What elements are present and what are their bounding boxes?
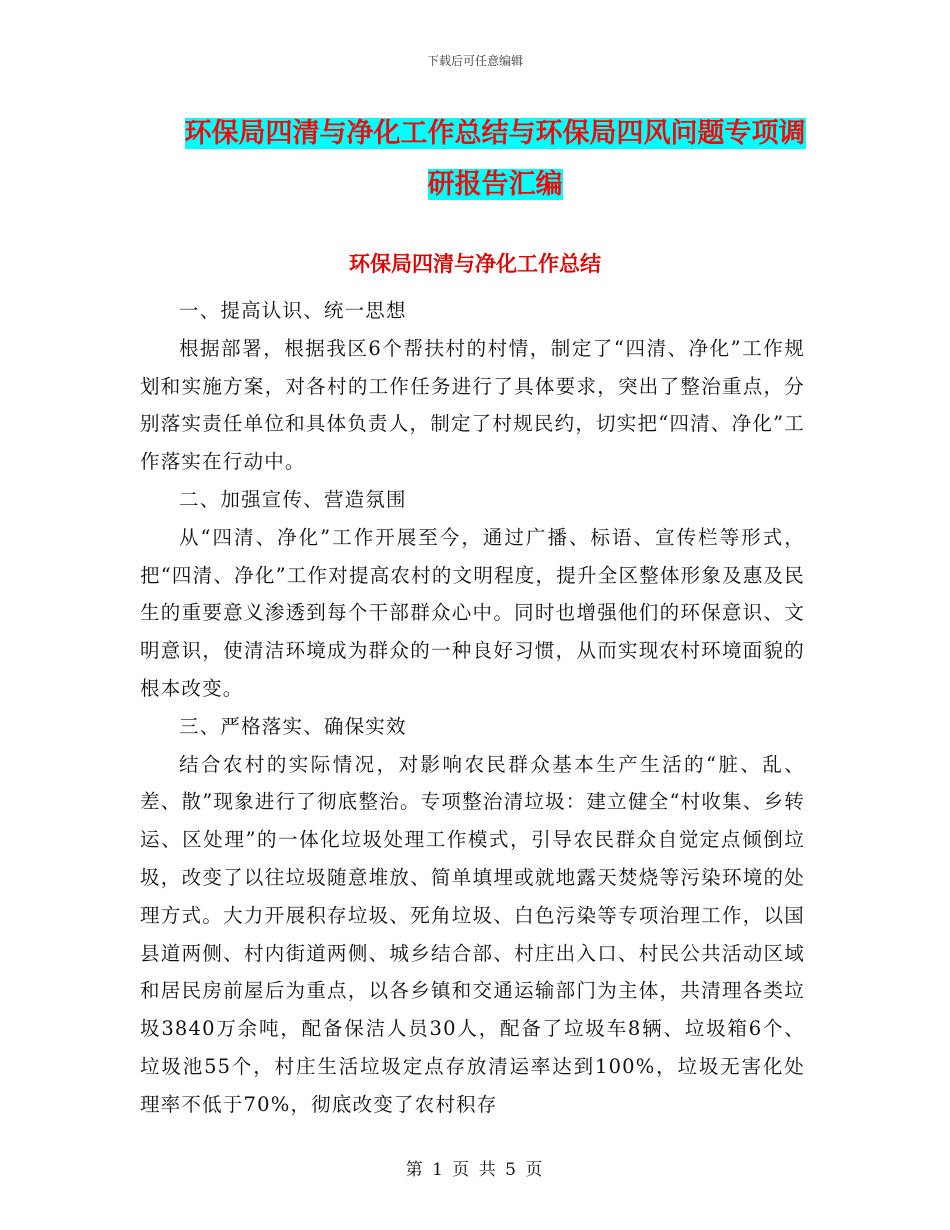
heading-3: 三、严格落实、确保实效 bbox=[179, 714, 407, 738]
document-title-line-2: 研报告汇编 bbox=[427, 169, 563, 200]
paragraph-2: 从“四清、净化”工作开展至今，通过广播、标语、宣传栏等形式，把“四清、净化”工作对提高农村的文明程度，提升全区整体形象及惠及民生的重要意义渗透到每个干部群众心中。同时也增强他们的环保意识、文明意识，使清洁环境成为群众的一种良好习惯，从而实现农村环境面貌的根本改变。 bbox=[140, 525, 805, 700]
section-title: 环保局四清与净化工作总结 bbox=[349, 252, 601, 276]
document-title bbox=[130, 108, 860, 210]
page-header-note: 下载后可任意编辑 bbox=[426, 54, 523, 68]
paragraph-3: 结合农村的实际情况，对影响农民群众基本生产生活的“脏、乱、差、散”现象进行了彻底整治。专项整治清垃圾：建立健全“村收集、乡转运、区处理”的一体化垃圾处理工作模式，引导农民群众自觉定点倾倒垃圾，改变了以往垃圾随意堆放、简单填埋或就地露天焚烧等污染环境的处理方式。大力开展积存垃圾、死角垃圾、白色污染等专项治理工作，以国县道两侧、村内街道两侧、城乡结合部、村庄出入口、村民公共活动区域和居民房前屋后为重点，以各乡镇和交通运输部门为主体，共清理各类垃圾3840万余吨，配备保洁人员30人，配备了垃圾车8辆、垃圾箱6个、垃圾池55个，村庄生活垃圾定点存放清运率达到100%，垃圾无害化处理率不低于70%，彻底改变了农村积存 bbox=[140, 752, 805, 1116]
document-body bbox=[140, 292, 805, 1124]
page-number-footer: 第 1 页 共 5 页 bbox=[405, 1160, 545, 1180]
document-title-line-1: 环保局四清与净化工作总结与环保局四风问题专项调 bbox=[184, 118, 806, 149]
heading-1: 一、提高认识、统一思想 bbox=[179, 299, 407, 322]
paragraph-1: 根据部署，根据我区6个帮扶村的村情，制定了“四清、净化”工作规划和实施方案，对各村的工作任务进行了具体要求，突出了整治重点，分别落实责任单位和具体负责人，制定了村规民约，切实把“四清、净化”工作落实在行动中。 bbox=[140, 336, 805, 474]
heading-2: 二、加强宣传、营造氛围 bbox=[179, 487, 407, 511]
